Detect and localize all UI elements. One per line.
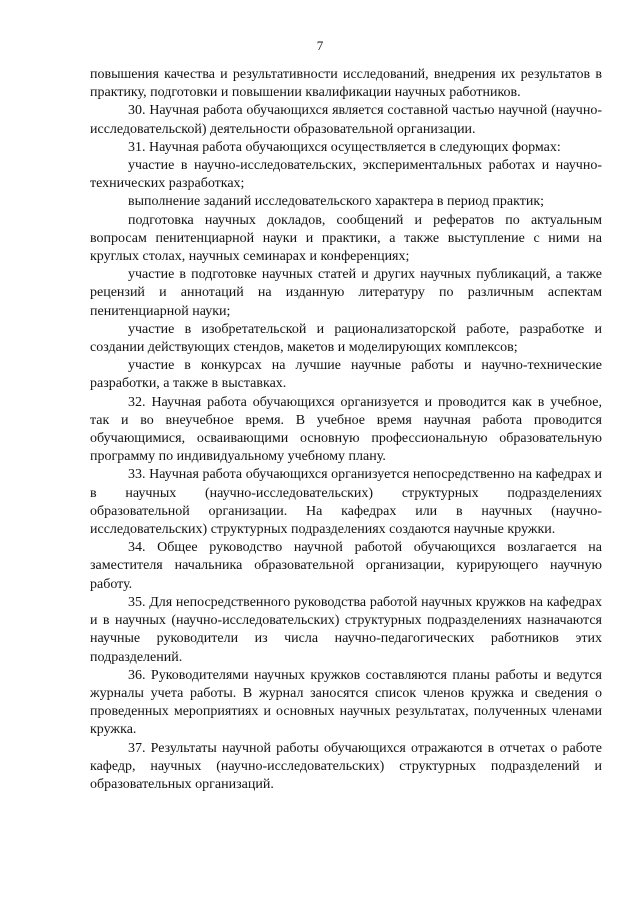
- list-item-competitions: участие в конкурсах на лучшие научные работы и научно-технические разработки, а также в выставках.: [90, 358, 602, 392]
- list-item-practice-assignments: выполнение заданий исследовательского характера в период практик;: [128, 194, 545, 210]
- paragraph-34: 34. Общее руководство научной работой обучающихся возлагается на заместителя начальника образовательной организации, курирующего научную работу.: [90, 540, 602, 592]
- paragraph-31: 31. Научная работа обучающихся осуществляется в следующих формах:: [128, 139, 561, 155]
- list-item-inventions: участие в изобретательской и рационализаторской работе, разработке и создании действующих стендов, макетов и моделирующих комплексов;: [90, 321, 602, 356]
- paragraph-continuation: повышения качества и результативности исследований, внедрения их результатов в практику, подготовки и повышении квалификации научных работников.: [90, 67, 602, 101]
- paragraph-37: 37. Результаты научной работы обучающихся отражаются в отчетах о работе кафедр, научных (научно-исследовательских) структурных подразделений и образовательных организаций.: [90, 740, 602, 792]
- document-body: [90, 66, 602, 794]
- page-number: 7: [316, 38, 324, 53]
- paragraph-35: 35. Для непосредственного руководства работой научных кружков на кафедрах и в научных (научно-исследовательских) структурных подразделениях назначаются научные руководители из числа научно-педагогических работников этих подразделений.: [90, 594, 602, 665]
- list-item-publications: участие в подготовке научных статей и других научных публикаций, а также рецензий и аннотаций на изданную литературу по различным аспектам пенитенциарной науки;: [90, 267, 602, 319]
- list-item-research-participation: участие в научно-исследовательских, экспериментальных работах и научно-технических разработках;: [90, 158, 602, 192]
- list-item-reports: подготовка научных докладов, сообщений и рефератов по актуальным вопросам пенитенциарной науки и практики, а также выступление с ними на круглых столах, научных семинарах и конференциях;: [90, 212, 602, 265]
- paragraph-32: 32. Научная работа обучающихся организуется и проводится как в учебное, так и во внеучебное время. В учебное время научная работа проводится обучающимися, осваивающими основную профессиональную образовательную программу по индивидуальному учебному плану.: [90, 394, 602, 465]
- paragraph-30: 30. Научная работа обучающихся является составной частью научной (научно-исследовательской) деятельности образовательной организации.: [90, 103, 602, 137]
- paragraph-36: 36. Руководителями научных кружков составляются планы работы и ведутся журналы учета работы. В журнал заносятся список членов кружка и сведения о проведенных мероприятиях и основных научных результатах, полученных членами кружка.: [90, 667, 602, 738]
- paragraph-33: 33. Научная работа обучающихся организуется непосредственно на кафедрах и в научных (научно-исследовательских) структурных подразделениях образовательной организации. На кафедрах или в научных (научно-исследовательских) структурных подразделениях создаются научные кружки.: [90, 467, 602, 538]
